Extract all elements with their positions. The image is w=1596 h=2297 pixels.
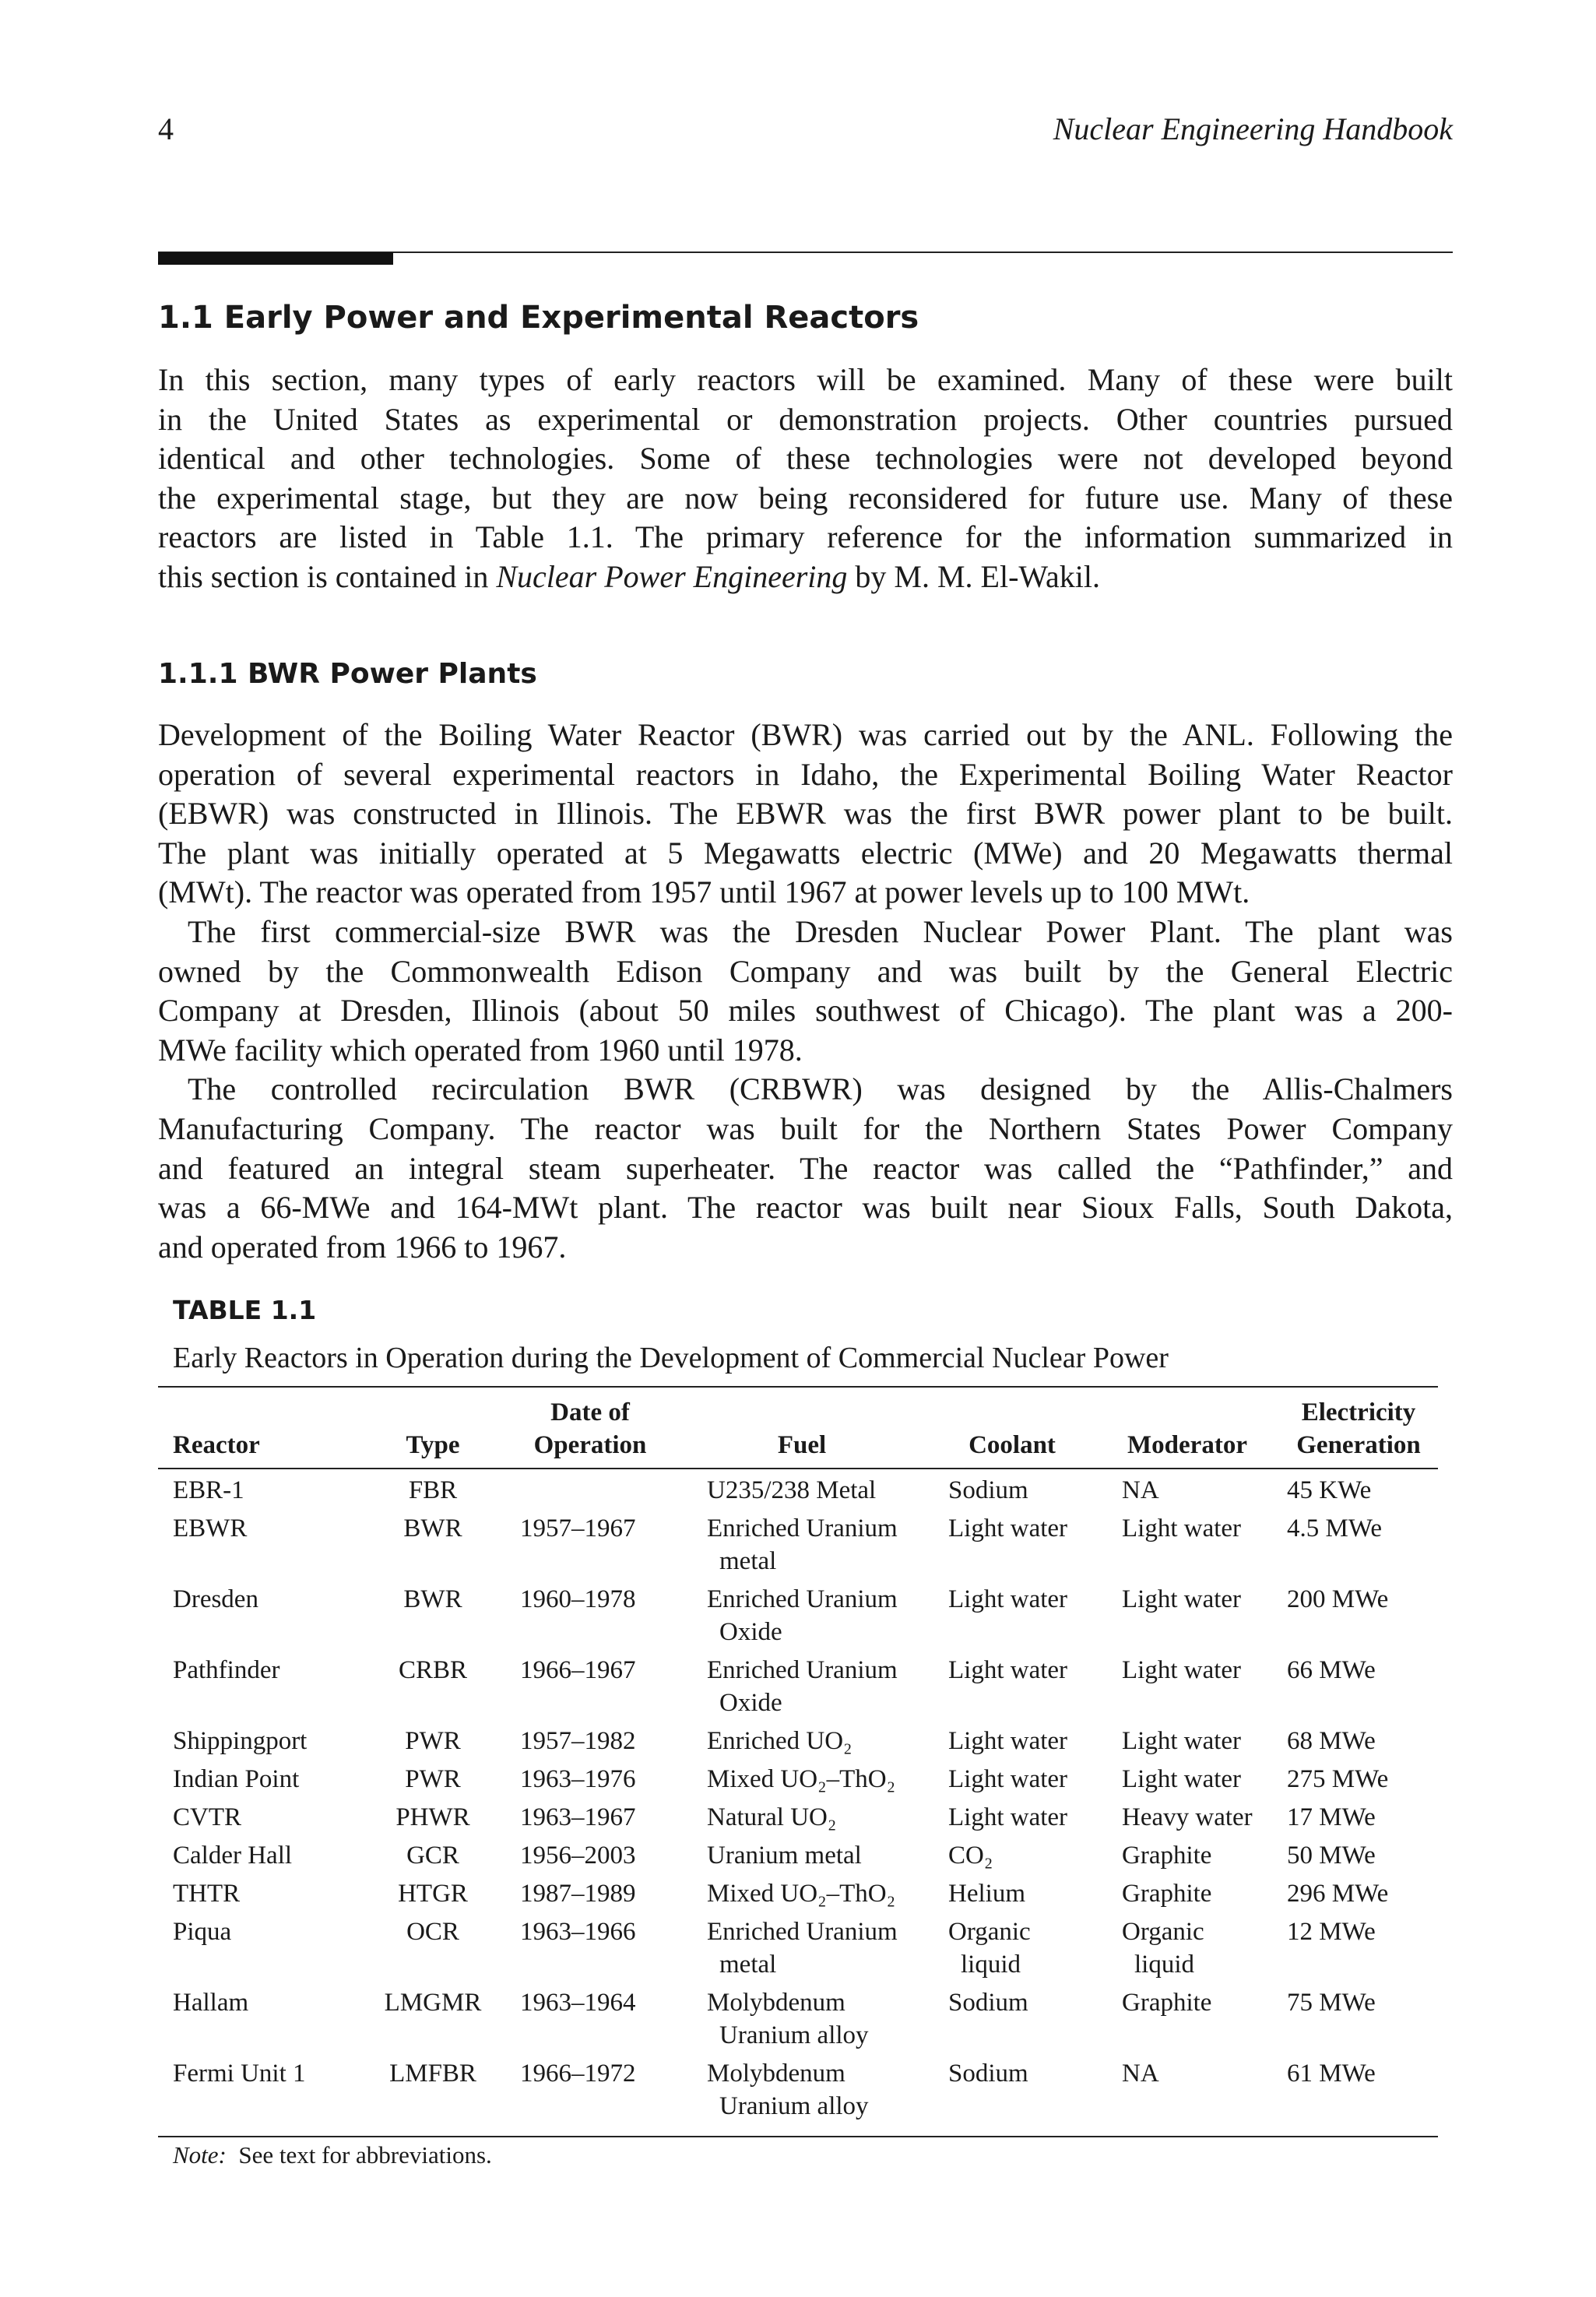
cell-electricity: 68 MWe — [1287, 1727, 1376, 1755]
cell-coolant: Organic liquid — [948, 1918, 1031, 1979]
cell-date: 1956–2003 — [520, 1841, 636, 1870]
table-note — [173, 2141, 492, 2169]
cell-moderator: NA — [1122, 1476, 1159, 1504]
cell-fuel: Enriched UO₂ — [707, 1727, 852, 1755]
text-line: The first commercial-size BWR was the Dresden Nuclear Power Plant. The plant was — [188, 913, 1453, 949]
column-header-fuel: Fuel — [777, 1431, 827, 1459]
cell-date: 1957–1967 — [520, 1514, 636, 1542]
cell-electricity: 45 KWe — [1287, 1476, 1372, 1504]
section-intro-paragraph — [158, 361, 1453, 597]
cell-coolant: Light water — [948, 1765, 1068, 1793]
table-row: EBR-1 FBR U235/238 Metal Sodium NA 45 KWe — [158, 1474, 1438, 1512]
cell-date: 1966–1972 — [520, 2060, 636, 2088]
text-line: reactors are listed in Table 1.1. The primary reference for the information summarized in — [158, 519, 1453, 555]
cell-fuel: Uranium metal — [707, 1841, 862, 1870]
section-rule-accent — [158, 252, 393, 265]
cell-fuel: Mixed UO₂–ThO₂ — [707, 1880, 896, 1908]
section-heading: 1.1 Early Power and Experimental Reactors — [158, 300, 919, 336]
text-line: (MWt). The reactor was operated from 1957 until 1967 at power levels up to 100 MWt. — [158, 874, 1250, 910]
cell-fuel: Molybdenum Uranium alloy — [707, 2060, 869, 2120]
cell-reactor: Hallam — [173, 1989, 249, 2017]
text-line: (EBWR) was constructed in Illinois. The EBWR was the first BWR power plant to be built. — [158, 796, 1453, 832]
text-line: Development of the Boiling Water Reactor (BWR) was carried out by the ANL. Following the — [158, 717, 1453, 752]
cell-moderator: Light water — [1122, 1765, 1242, 1793]
cell-date: 1963–1964 — [520, 1989, 636, 2017]
text-line: the experimental stage, but they are now being reconsidered for future use. Many of these — [158, 480, 1453, 515]
table-row: Piqua OCR 1963–1966 Enriched Uranium metal Organic liquid Organic liquid 12 MWe — [158, 1915, 1438, 1986]
cell-reactor: Shippingport — [173, 1727, 308, 1755]
cell-reactor: Dresden — [173, 1585, 258, 1613]
table-row: EBWR BWR 1957–1967 Enriched Uranium metal Light water Light water 4.5 MWe — [158, 1512, 1438, 1583]
cell-reactor: CVTR — [173, 1803, 242, 1831]
cell-electricity: 17 MWe — [1287, 1803, 1376, 1831]
cell-electricity: 296 MWe — [1287, 1880, 1389, 1908]
cell-electricity: 61 MWe — [1287, 2060, 1376, 2088]
cell-fuel: Enriched Uranium Oxide — [707, 1656, 898, 1717]
table-bottom-rule — [158, 2136, 1438, 2137]
cell-reactor: THTR — [173, 1880, 241, 1908]
cell-fuel: Mixed UO₂–ThO₂ — [707, 1765, 896, 1793]
cell-electricity: 4.5 MWe — [1287, 1514, 1382, 1542]
table-top-rule — [158, 1386, 1438, 1388]
column-header-moderator: Moderator — [1127, 1431, 1247, 1459]
cell-reactor: Indian Point — [173, 1765, 300, 1793]
cell-reactor: Fermi Unit 1 — [173, 2060, 306, 2088]
note-label: Note: — [173, 2141, 227, 2169]
cell-coolant: Sodium — [948, 2060, 1028, 2088]
cell-fuel: Molybdenum Uranium alloy — [707, 1989, 869, 2049]
cell-coolant: Light water — [948, 1727, 1068, 1755]
cell-moderator: Graphite — [1122, 1989, 1212, 2017]
table-row: Indian Point PWR 1963–1976 Mixed UO₂–ThO₂ Light water Light water 275 MWe — [158, 1763, 1438, 1801]
text-fragment: by M. M. El-Wakil. — [847, 558, 1100, 594]
table-row: CVTR PHWR 1963–1967 Natural UO₂ Light water Heavy water 17 MWe — [158, 1801, 1438, 1839]
note-text: See text for abbreviations. — [226, 2141, 492, 2169]
text-line: in the United States as experimental or demonstration projects. Other countries pursued — [158, 401, 1453, 437]
cell-electricity: 75 MWe — [1287, 1989, 1376, 2017]
text-line: identical and other technologies. Some of these technologies were not developed beyond — [158, 441, 1453, 477]
cell-fuel: Enriched Uranium metal — [707, 1514, 898, 1575]
cell-electricity: 50 MWe — [1287, 1841, 1376, 1870]
cell-coolant: Sodium — [948, 1989, 1028, 2017]
cell-date: 1966–1967 — [520, 1656, 636, 1684]
cell-fuel: U235/238 Metal — [707, 1476, 877, 1504]
cell-moderator: Light water — [1122, 1727, 1242, 1755]
subsection-body — [158, 716, 1453, 1267]
table-row: THTR HTGR 1987–1989 Mixed UO₂–ThO₂ Helium Graphite 296 MWe — [158, 1877, 1438, 1915]
cell-reactor: EBR-1 — [173, 1476, 244, 1504]
table-row: Dresden BWR 1960–1978 Enriched Uranium Oxide Light water Light water 200 MWe — [158, 1583, 1438, 1654]
column-header-type: Type — [406, 1431, 460, 1459]
table-caption: Early Reactors in Operation during the Development of Commercial Nuclear Power — [173, 1342, 1169, 1374]
cell-date: 1963–1976 — [520, 1765, 636, 1793]
cell-reactor: Pathfinder — [173, 1656, 280, 1684]
cell-moderator: Light water — [1122, 1585, 1242, 1613]
text-line: operation of several experimental reactors in Idaho, the Experimental Boiling Water Reactor — [158, 756, 1453, 792]
cell-coolant: Sodium — [948, 1476, 1028, 1504]
cell-electricity: 66 MWe — [1287, 1656, 1376, 1684]
cell-date: 1963–1967 — [520, 1803, 636, 1831]
cell-moderator: Light water — [1122, 1656, 1242, 1684]
cell-reactor: EBWR — [173, 1514, 248, 1542]
cell-coolant: Light water — [948, 1514, 1068, 1542]
cell-coolant: Light water — [948, 1585, 1068, 1613]
cell-date: 1987–1989 — [520, 1880, 636, 1908]
cell-date: 1963–1966 — [520, 1918, 636, 1946]
table-header-rule — [158, 1468, 1438, 1469]
subsection-heading: 1.1.1 BWR Power Plants — [158, 658, 537, 690]
cell-reactor: Calder Hall — [173, 1841, 293, 1870]
text-line: In this section, many types of early reactors will be examined. Many of these were built — [158, 362, 1453, 397]
text-line: was a 66-MWe and 164-MWt plant. The reactor was built near Sioux Falls, South Dakota, — [158, 1190, 1453, 1226]
text-line: owned by the Commonwealth Edison Company and was built by the General Electric — [158, 953, 1453, 989]
text-line: The plant was initially operated at 5 Megawatts electric (MWe) and 20 Megawatts thermal — [158, 835, 1453, 871]
cell-electricity: 200 MWe — [1287, 1585, 1389, 1613]
table-label: TABLE 1.1 — [173, 1295, 317, 1325]
text-line: and featured an integral steam superheater. The reactor was called the “Pathfinder,” and — [158, 1150, 1453, 1186]
cell-electricity: 275 MWe — [1287, 1765, 1389, 1793]
table-row: Calder Hall GCR 1956–2003 Uranium metal CO₂ Graphite 50 MWe — [158, 1839, 1438, 1877]
table-row: Fermi Unit 1 LMFBR 1966–1972 Molybdenum Uranium alloy Sodium NA 61 MWe — [158, 2057, 1438, 2128]
cell-moderator: Organic liquid — [1122, 1918, 1204, 1979]
cell-moderator: NA — [1122, 2060, 1159, 2088]
table-row: Hallam LMGMR 1963–1964 Molybdenum Uranium alloy Sodium Graphite 75 MWe — [158, 1986, 1438, 2057]
cell-coolant: Light water — [948, 1803, 1068, 1831]
table-body — [158, 1474, 1438, 2128]
column-header-reactor: Reactor — [173, 1431, 260, 1459]
cell-reactor: Piqua — [173, 1918, 232, 1946]
cell-fuel: Natural UO₂ — [707, 1803, 837, 1831]
column-header-electricity: Electricity Generation — [1296, 1398, 1421, 1459]
table-row: Pathfinder CRBR 1966–1967 Enriched Uranium Oxide Light water Light water 66 MWe — [158, 1654, 1438, 1725]
cell-electricity: 12 MWe — [1287, 1918, 1376, 1946]
cell-moderator: Graphite — [1122, 1841, 1212, 1870]
cell-moderator: Heavy water — [1122, 1803, 1253, 1831]
text-line — [158, 558, 1453, 597]
table-row: Shippingport PWR 1957–1982 Enriched UO₂ Light water Light water 68 MWe — [158, 1725, 1438, 1763]
cell-date: 1957–1982 — [520, 1727, 636, 1755]
cell-coolant: Light water — [948, 1656, 1068, 1684]
cell-coolant: CO₂ — [948, 1841, 993, 1870]
text-line: Manufacturing Company. The reactor was built for the Northern States Power Company — [158, 1110, 1453, 1146]
text-line: Company at Dresden, Illinois (about 50 miles southwest of Chicago). The plant was a 200- — [158, 993, 1453, 1029]
text-line: MWe facility which operated from 1960 until 1978. — [158, 1032, 803, 1068]
cell-coolant: Helium — [948, 1880, 1025, 1908]
column-header-coolant: Coolant — [968, 1431, 1056, 1459]
text-line: and operated from 1966 to 1967. — [158, 1229, 567, 1265]
cell-moderator: Light water — [1122, 1514, 1242, 1542]
cell-date: 1960–1978 — [520, 1585, 636, 1613]
text-line: The controlled recirculation BWR (CRBWR) was designed by the Allis-Chalmers — [188, 1071, 1453, 1107]
running-header-title: Nuclear Engineering Handbook — [1053, 111, 1453, 146]
book-reference: Nuclear Power Engineering — [496, 558, 848, 594]
column-header-date: Date of Operation — [533, 1398, 647, 1459]
text-fragment: this section is contained in — [158, 558, 497, 594]
page-number: 4 — [158, 111, 174, 146]
cell-fuel: Enriched Uranium metal — [707, 1918, 898, 1979]
cell-fuel: Enriched Uranium Oxide — [707, 1585, 898, 1646]
cell-moderator: Graphite — [1122, 1880, 1212, 1908]
